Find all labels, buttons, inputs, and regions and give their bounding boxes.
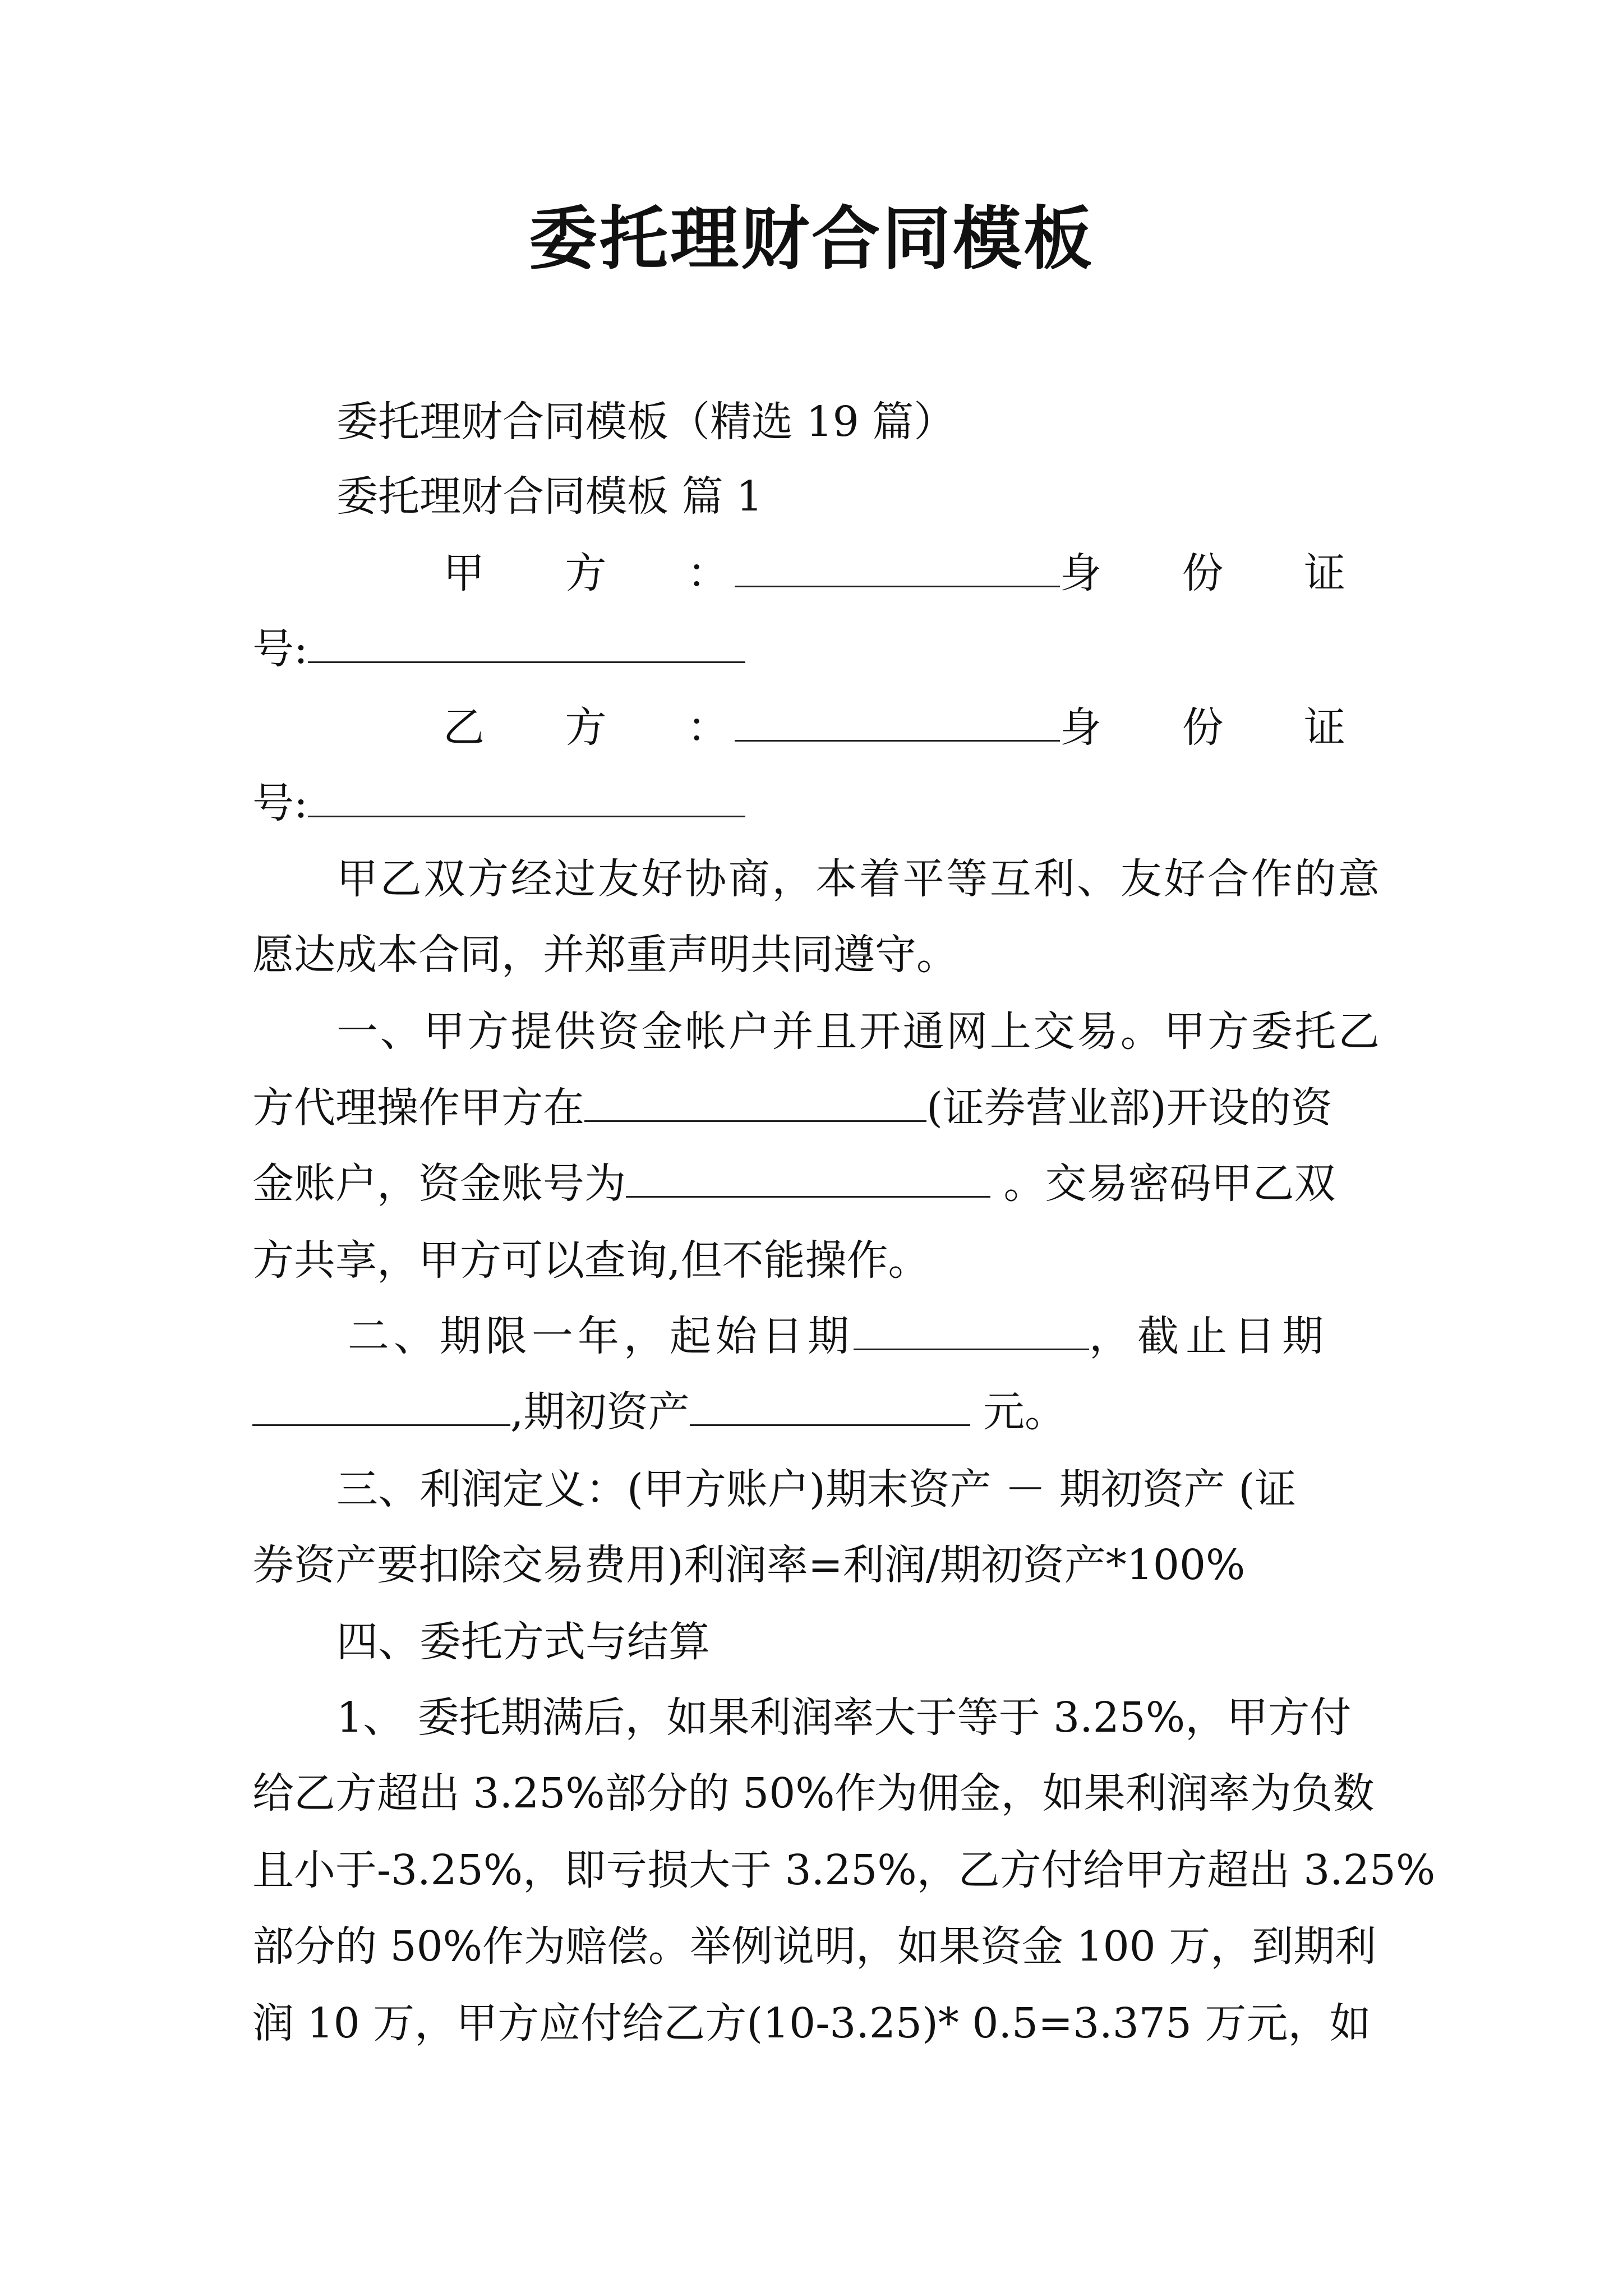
subtitle: 委托理财合同模板（精选 19 篇） — [336, 398, 956, 446]
account-branch-blank — [584, 1081, 926, 1122]
party-a-line — [443, 541, 1380, 606]
party-a-blank — [735, 546, 1060, 587]
clause4-1-line-2: 给乙方超出 3.25%部分的 50%作为佣金，如果利润率为负数 — [252, 1769, 1375, 1818]
clause1-line-2 — [252, 1076, 1380, 1140]
party-b-id-label: 身 份 证 — [1060, 703, 1380, 752]
clause1-line-2-post: (证券营业部)开设的资 — [926, 1084, 1332, 1132]
clause2-line-1 — [348, 1304, 1380, 1369]
party-a-id-line — [252, 617, 1380, 682]
party-b-line — [443, 696, 1380, 760]
clause1-line-3-post: 。交易密码甲乙双 — [990, 1159, 1336, 1208]
start-date-blank — [854, 1309, 1089, 1350]
clause2-line-2-mid: ,期初资产 — [510, 1388, 690, 1436]
initial-assets-blank — [690, 1385, 970, 1426]
clause2-line-1-pre: 二、期限一年，起始日期 — [348, 1312, 854, 1360]
clause3-line-2: 券资产要扣除交易费用)利润率=利润/期初资产*100% — [252, 1541, 1246, 1589]
document-title: 委托理财合同模板 — [529, 198, 1094, 279]
clause2-line-1-post: ，截止日期 — [1089, 1312, 1330, 1360]
party-a-label: 甲 方 ： — [443, 549, 763, 597]
clause2-line-2 — [252, 1380, 1380, 1444]
party-a-id-blank — [308, 622, 745, 663]
party-b-label: 乙 方 ： — [443, 703, 763, 752]
clause4-1-line-3: 且小于-3.25%，即亏损大于 3.25%，乙方付给甲方超出 3.25% — [252, 1846, 1436, 1894]
party-b-id-blank — [308, 776, 745, 817]
party-b-id-suffix: 号: — [252, 779, 308, 827]
clause1-line-3 — [252, 1152, 1380, 1216]
clause4-1-line-1: 1、 委托期满后，如果利润率大于等于 3.25%，甲方付 — [336, 1694, 1352, 1742]
party-b-blank — [735, 701, 1060, 742]
clause4-heading: 四、委托方式与结算 — [336, 1618, 710, 1666]
account-number-blank — [626, 1157, 990, 1198]
clause1-line-2-pre: 方代理操作甲方在 — [252, 1084, 584, 1132]
clause2-line-2-post: 元。 — [970, 1388, 1067, 1436]
clause1-line-1: 一、甲方提供资金帐户并且开通网上交易。甲方委托乙 — [336, 1007, 1380, 1056]
intro-line-2: 愿达成本合同，并郑重声明共同遵守。 — [252, 931, 958, 979]
clause4-1-line-5: 润 10 万，甲方应付给乙方(10-3.25)* 0.5=3.375 万元，如 — [252, 1999, 1371, 2047]
party-a-id-suffix: 号: — [252, 625, 308, 673]
party-a-id-label: 身 份 证 — [1060, 549, 1380, 597]
clause1-line-4: 方共享，甲方可以查询,但不能操作。 — [252, 1236, 930, 1285]
clause1-line-3-pre: 金账户，资金账号为 — [252, 1159, 626, 1208]
clause4-1-line-4: 部分的 50%作为赔偿。举例说明，如果资金 100 万，到期利 — [252, 1922, 1377, 1971]
section-heading: 委托理财合同模板 篇 1 — [336, 472, 763, 521]
intro-line-1: 甲乙双方经过友好协商，本着平等互利、友好合作的意 — [336, 855, 1380, 903]
end-date-blank — [252, 1385, 510, 1426]
clause3-line-1: 三、利润定义：(甲方账户)期末资产 － 期初资产 (证 — [336, 1465, 1297, 1513]
party-b-id-line — [252, 771, 1380, 836]
